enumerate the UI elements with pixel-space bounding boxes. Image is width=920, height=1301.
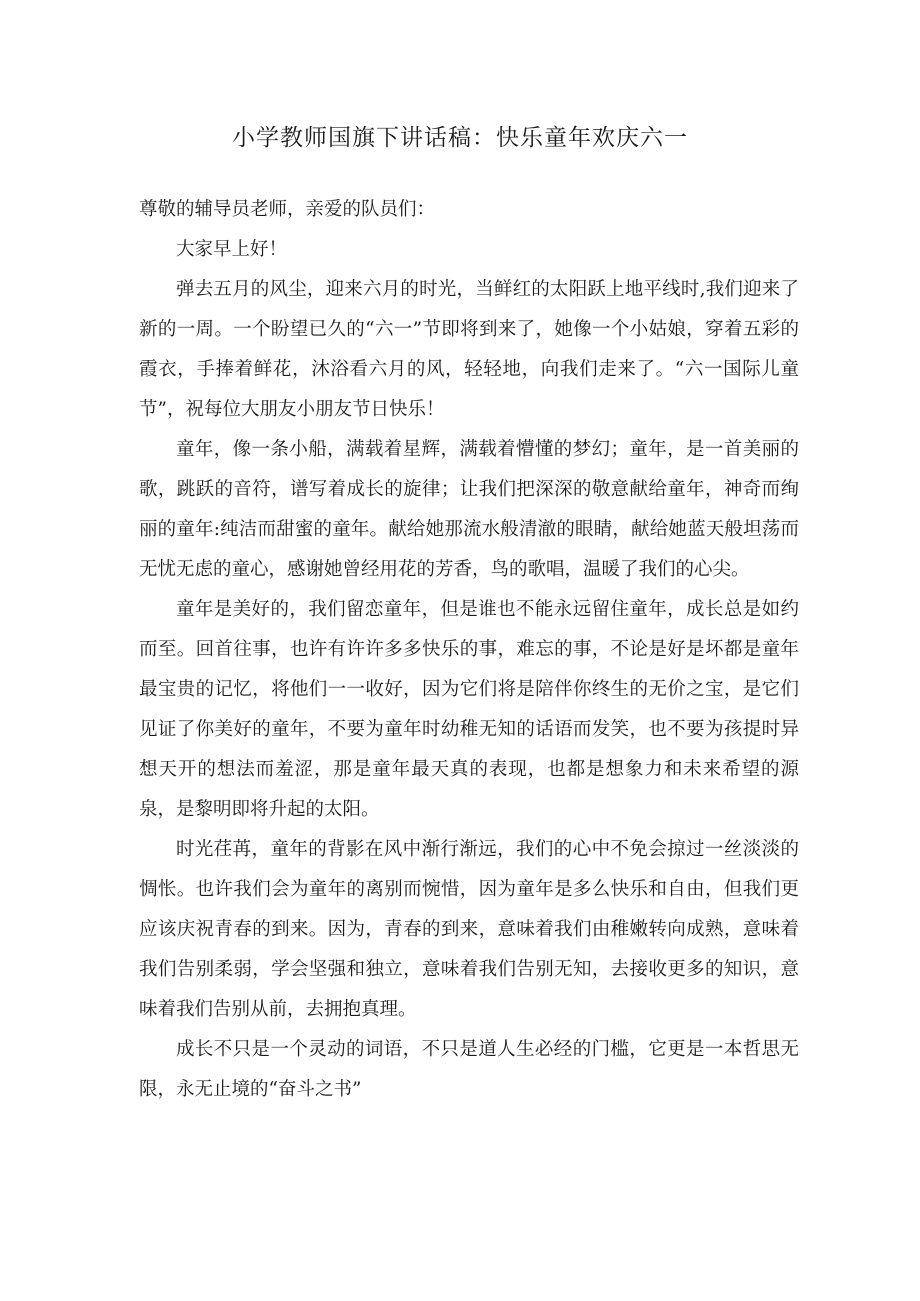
paragraph: 童年，像一条小船，满载着星辉，满载着懵懂的梦幻；童年，是一首美丽的歌，跳跃的音符，谱写着成长的旋律；让我们把深深的敬意献给童年，神奇而绚丽的童年:纯洁而甜蜜的童年。献给她那流水般清澈的眼睛，献给她蓝天般坦荡而无忧无虑的童心，感谢她曾经用花的芳香，鸟的歌唱，温暖了我们的心尖。 bbox=[139, 439, 799, 580]
paragraph: 成长不只是一个灵动的词语，不只是道人生必经的门槛，它更是一本哲思无限，永无止境的“奋斗之书” bbox=[139, 1039, 799, 1100]
document-title: 小学教师国旗下讲话稿：快乐童年欢庆六一 bbox=[232, 125, 688, 151]
paragraph: 时光荏苒，童年的背影在风中渐行渐远，我们的心中不免会掠过一丝淡淡的惆怅。也许我们会为童年的离别而惋惜，因为童年是多么快乐和自由，但我们更应该庆祝青春的到来。因为，青春的到来，意味着我们由稚嫩转向成熟，意味着我们告别柔弱，学会坚强和独立，意味着我们告别无知，去接收更多的知识，意味着我们告别从前，去拥抱真理。 bbox=[139, 839, 799, 1020]
paragraph: 童年是美好的，我们留恋童年，但是谁也不能永远留住童年，成长总是如约而至。回首往事，也许有许许多多快乐的事，难忘的事，不论是好是坏都是童年最宝贵的记忆，将他们一一收好，因为它们将是陪伴你终生的无价之宝，是它们见证了你美好的童年，不要为童年时幼稚无知的话语而发笑，也不要为孩提时异想天开的想法而羞涩，那是童年最天真的表现，也都是想象力和未来希望的源泉，是黎明即将升起的太阳。 bbox=[139, 599, 799, 820]
document-body bbox=[139, 190, 799, 1110]
paragraph: 弹去五月的风尘，迎来六月的时光，当鲜红的太阳跃上地平线时,我们迎来了新的一周。一个盼望已久的“六一”节即将到来了，她像一个小姑娘，穿着五彩的霞衣，手捧着鲜花，沐浴看六月的风，轻轻地，向我们走来了。“六一国际儿童节”，祝每位大朋友小朋友节日快乐！ bbox=[139, 279, 799, 420]
salutation: 尊敬的辅导员老师，亲爱的队员们： bbox=[139, 199, 436, 220]
paragraph-greeting: 大家早上好！ bbox=[176, 239, 288, 260]
